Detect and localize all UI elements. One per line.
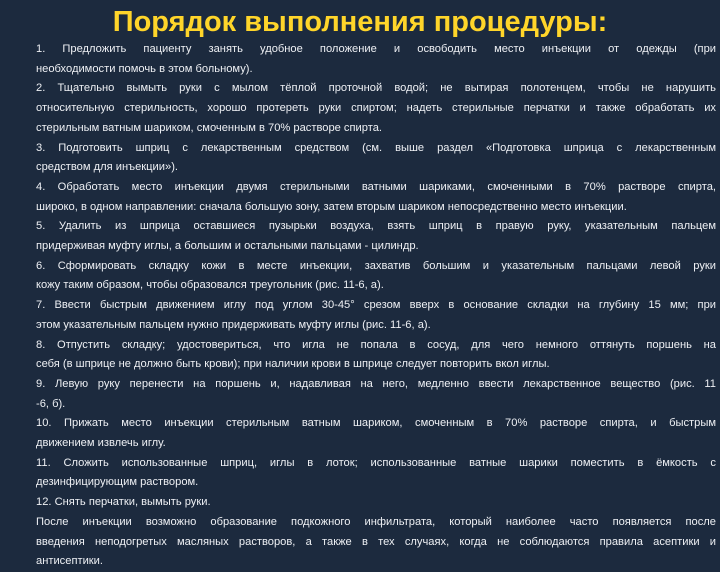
procedure-paragraph bbox=[6, 336, 716, 375]
paragraph-line: дезинфицирующим раствором. bbox=[36, 476, 199, 489]
paragraph-line: себя (в шприце не должно быть крови); при наличии крови в шприце следует повторить вкол иглы. bbox=[36, 358, 550, 371]
paragraph-line: 12. Снять перчатки, вымыть руки. bbox=[36, 496, 211, 509]
paragraph-line: 1. Предложить пациенту занять удобное положение и освободить место инъекции от одежды (при bbox=[36, 43, 716, 55]
paragraph-line: 3. Подготовить шприц с лекарственным средством (см. выше раздел «Подготовка шприца с лекарственным bbox=[36, 141, 716, 154]
paragraph-line: введения неподогретых масляных растворов, а также в тех случаях, когда не соблюдаются правила асептики и bbox=[36, 535, 716, 548]
paragraph-line: необходимости помочь в этом больному). bbox=[36, 62, 253, 75]
paragraph-line: широко, в одном направлении: сначала большую зону, затем вторым шариком непосредственно место инъекции. bbox=[36, 200, 627, 213]
procedure-paragraph bbox=[6, 513, 716, 572]
paragraph-line: 8. Отпустить складку; удостовериться, что игла не попала в сосуд, для чего немного оттянуть поршень на bbox=[36, 338, 716, 351]
procedure-paragraph bbox=[6, 217, 716, 256]
paragraph-line: После инъекции возможно образование подкожного инфильтрата, который наиболее часто появляется после bbox=[36, 515, 716, 528]
paragraph-line: относительную стерильность, хорошо протереть руки спиртом; надеть стерильные перчатки и также обработать их bbox=[36, 102, 716, 115]
paragraph-line: 4. Обработать место инъекции двумя стерильными ватными шариками, смоченными в 70% растворе спирта, bbox=[36, 180, 716, 193]
procedure-paragraph bbox=[6, 139, 716, 178]
paragraph-line: придерживая муфту иглы, а большим и остальными пальцами - цилиндр. bbox=[36, 240, 419, 253]
procedure-paragraph bbox=[6, 40, 716, 79]
paragraph-line: кожу таким образом, чтобы образовался треугольник (рис. 11-6, а). bbox=[36, 279, 384, 292]
procedure-paragraph bbox=[6, 375, 716, 414]
procedure-paragraph bbox=[6, 79, 716, 138]
paragraph-line: 9. Левую руку перенести на поршень и, надавливая на него, медленно ввести лекарственное вещество (рис. 11 bbox=[36, 377, 716, 390]
paragraph-line: 2. Тщательно вымыть руки с мылом тёплой проточной водой; не вытирая полотенцем, чтобы не нарушить bbox=[36, 82, 716, 95]
procedure-steps bbox=[6, 40, 716, 572]
procedure-paragraph bbox=[6, 493, 716, 513]
procedure-paragraph bbox=[6, 414, 716, 453]
paragraph-line: 10. Прижать место инъекции стерильным ватным шариком, смоченным в 70% растворе спирта, и быстрым bbox=[36, 417, 716, 430]
paragraph-line: 5. Удалить из шприца оставшиеся пузырьки воздуха, взять шприц в правую руку, указательным пальцем bbox=[36, 220, 716, 233]
procedure-paragraph bbox=[6, 296, 716, 335]
paragraph-line: этом указательным пальцем нужно придерживать муфту иглы (рис. 11-6, а). bbox=[36, 318, 431, 331]
paragraph-line: средством для инъекции»). bbox=[36, 161, 178, 174]
procedure-paragraph bbox=[6, 178, 716, 217]
paragraph-line: стерильным ватным шариком, смоченным в 70% растворе спирта. bbox=[36, 121, 382, 134]
paragraph-line: 6. Сформировать складку кожи в месте инъекции, захватив большим и указательным пальцами левой руки bbox=[36, 259, 716, 272]
paragraph-line: 11. Сложить использованные шприц, иглы в лоток; использованные ватные шарики поместить в ёмкость с bbox=[36, 456, 716, 469]
procedure-paragraph bbox=[6, 257, 716, 296]
paragraph-line: антисептики. bbox=[36, 555, 103, 568]
paragraph-line: -6, б). bbox=[36, 397, 66, 410]
slide-title: Порядок выполнения процедуры: bbox=[112, 6, 608, 38]
procedure-paragraph bbox=[6, 454, 716, 493]
paragraph-line: 7. Ввести быстрым движением иглу под углом 30-45° срезом вверх в основание складки на глубину 15 мм; при bbox=[36, 299, 716, 312]
paragraph-line: движением извлечь иглу. bbox=[36, 437, 166, 450]
